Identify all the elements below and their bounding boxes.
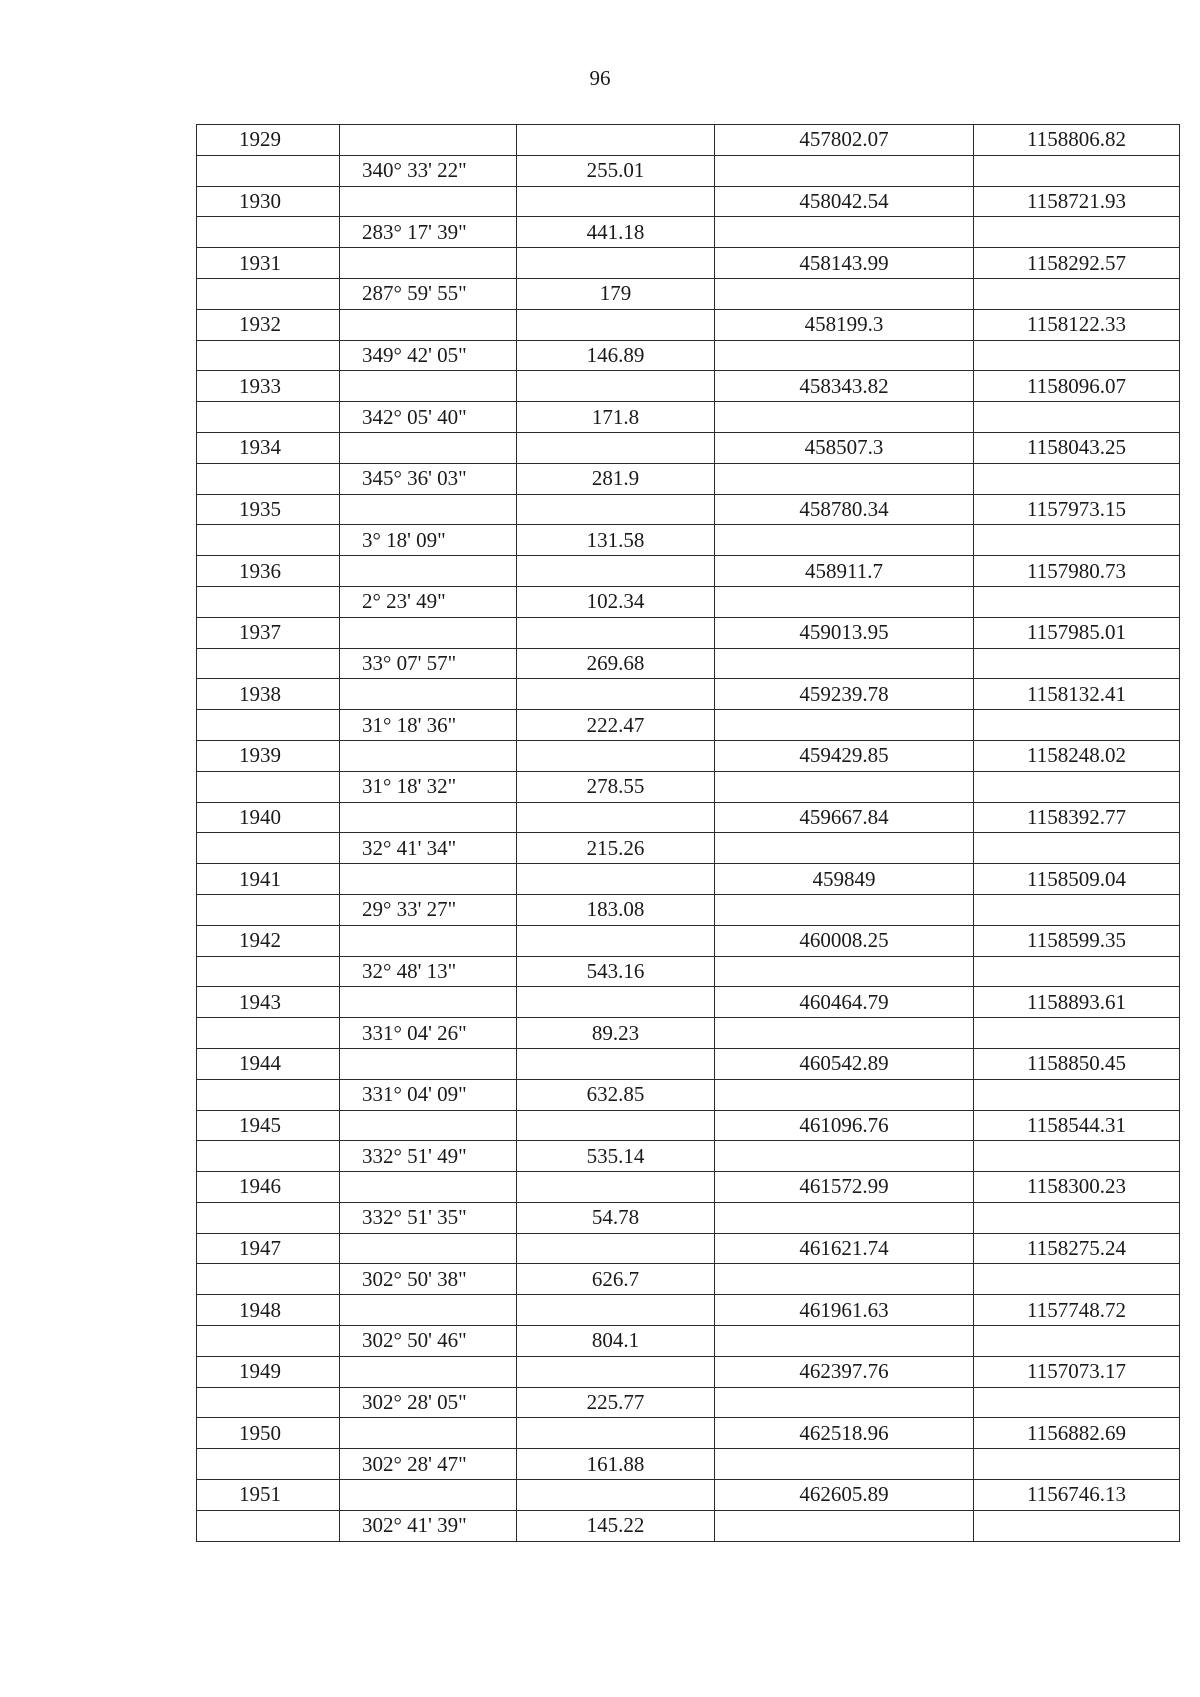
bearing-cell bbox=[340, 864, 517, 895]
easting-cell bbox=[974, 1510, 1180, 1541]
station-row bbox=[197, 186, 1180, 217]
station-cell bbox=[197, 1018, 340, 1049]
page-number: 96 bbox=[589, 66, 611, 90]
northing-cell: 460542.89 bbox=[715, 1048, 974, 1079]
easting-cell: 1158893.61 bbox=[974, 987, 1180, 1018]
bearing-cell: 331° 04' 26" bbox=[340, 1018, 517, 1049]
bearing-cell: 345° 36' 03" bbox=[340, 463, 517, 494]
distance-cell: 255.01 bbox=[517, 155, 715, 186]
easting-cell bbox=[974, 1202, 1180, 1233]
easting-cell bbox=[974, 402, 1180, 433]
easting-cell bbox=[974, 278, 1180, 309]
distance-cell bbox=[517, 740, 715, 771]
station-cell: 1937 bbox=[197, 617, 340, 648]
easting-cell: 1158392.77 bbox=[974, 802, 1180, 833]
distance-cell: 225.77 bbox=[517, 1387, 715, 1418]
station-cell: 1936 bbox=[197, 556, 340, 587]
station-cell: 1944 bbox=[197, 1048, 340, 1079]
bearing-cell: 302° 50' 46" bbox=[340, 1326, 517, 1357]
station-cell bbox=[197, 525, 340, 556]
bearing-cell: 2° 23' 49" bbox=[340, 586, 517, 617]
course-row bbox=[197, 1202, 1180, 1233]
easting-cell: 1158275.24 bbox=[974, 1233, 1180, 1264]
easting-cell: 1158248.02 bbox=[974, 740, 1180, 771]
distance-cell: 145.22 bbox=[517, 1510, 715, 1541]
station-cell bbox=[197, 1202, 340, 1233]
easting-cell bbox=[974, 340, 1180, 371]
bearing-cell: 340° 33' 22" bbox=[340, 155, 517, 186]
bearing-cell bbox=[340, 1418, 517, 1449]
easting-cell bbox=[974, 463, 1180, 494]
bearing-cell: 33° 07' 57" bbox=[340, 648, 517, 679]
northing-cell: 458199.3 bbox=[715, 309, 974, 340]
bearing-cell bbox=[340, 679, 517, 710]
station-cell bbox=[197, 155, 340, 186]
station-cell bbox=[197, 1387, 340, 1418]
northing-cell bbox=[715, 1018, 974, 1049]
northing-cell: 458911.7 bbox=[715, 556, 974, 587]
station-cell: 1950 bbox=[197, 1418, 340, 1449]
easting-cell: 1157973.15 bbox=[974, 494, 1180, 525]
bearing-cell: 302° 28' 47" bbox=[340, 1449, 517, 1480]
distance-cell: 131.58 bbox=[517, 525, 715, 556]
easting-cell bbox=[974, 1326, 1180, 1357]
bearing-cell: 332° 51' 35" bbox=[340, 1202, 517, 1233]
northing-cell bbox=[715, 1510, 974, 1541]
station-cell bbox=[197, 402, 340, 433]
easting-cell: 1158122.33 bbox=[974, 309, 1180, 340]
easting-cell: 1158721.93 bbox=[974, 186, 1180, 217]
distance-cell bbox=[517, 802, 715, 833]
station-cell: 1935 bbox=[197, 494, 340, 525]
station-cell bbox=[197, 894, 340, 925]
northing-cell bbox=[715, 1387, 974, 1418]
course-row bbox=[197, 1079, 1180, 1110]
easting-cell: 1157980.73 bbox=[974, 556, 1180, 587]
course-row bbox=[197, 1326, 1180, 1357]
easting-cell: 1158096.07 bbox=[974, 371, 1180, 402]
northing-cell bbox=[715, 1264, 974, 1295]
easting-cell bbox=[974, 217, 1180, 248]
station-cell bbox=[197, 956, 340, 987]
bearing-cell: 32° 48' 13" bbox=[340, 956, 517, 987]
bearing-cell bbox=[340, 432, 517, 463]
station-row bbox=[197, 740, 1180, 771]
northing-cell: 460464.79 bbox=[715, 987, 974, 1018]
station-cell: 1930 bbox=[197, 186, 340, 217]
distance-cell: 89.23 bbox=[517, 1018, 715, 1049]
course-row bbox=[197, 1387, 1180, 1418]
course-row bbox=[197, 1018, 1180, 1049]
course-row bbox=[197, 1510, 1180, 1541]
course-row bbox=[197, 525, 1180, 556]
station-cell: 1943 bbox=[197, 987, 340, 1018]
station-cell bbox=[197, 1079, 340, 1110]
bearing-cell: 31° 18' 36" bbox=[340, 710, 517, 741]
distance-cell: 441.18 bbox=[517, 217, 715, 248]
station-cell: 1947 bbox=[197, 1233, 340, 1264]
northing-cell bbox=[715, 1079, 974, 1110]
northing-cell: 462605.89 bbox=[715, 1480, 974, 1511]
easting-cell bbox=[974, 525, 1180, 556]
easting-cell bbox=[974, 833, 1180, 864]
course-row bbox=[197, 956, 1180, 987]
northing-cell bbox=[715, 1202, 974, 1233]
easting-cell bbox=[974, 586, 1180, 617]
easting-cell bbox=[974, 956, 1180, 987]
station-cell bbox=[197, 217, 340, 248]
course-row bbox=[197, 1264, 1180, 1295]
station-cell: 1933 bbox=[197, 371, 340, 402]
station-cell: 1931 bbox=[197, 248, 340, 279]
easting-cell: 1158544.31 bbox=[974, 1110, 1180, 1141]
course-row bbox=[197, 217, 1180, 248]
bearing-cell bbox=[340, 1295, 517, 1326]
station-row bbox=[197, 802, 1180, 833]
distance-cell: 161.88 bbox=[517, 1449, 715, 1480]
northing-cell bbox=[715, 1141, 974, 1172]
northing-cell bbox=[715, 586, 974, 617]
distance-cell: 543.16 bbox=[517, 956, 715, 987]
course-row bbox=[197, 833, 1180, 864]
distance-cell: 281.9 bbox=[517, 463, 715, 494]
station-row bbox=[197, 125, 1180, 156]
station-cell: 1946 bbox=[197, 1172, 340, 1203]
station-cell: 1932 bbox=[197, 309, 340, 340]
station-row bbox=[197, 371, 1180, 402]
easting-cell: 1157748.72 bbox=[974, 1295, 1180, 1326]
station-cell bbox=[197, 1449, 340, 1480]
station-cell bbox=[197, 1264, 340, 1295]
distance-cell: 535.14 bbox=[517, 1141, 715, 1172]
bearing-cell: 349° 42' 05" bbox=[340, 340, 517, 371]
station-row bbox=[197, 1233, 1180, 1264]
course-row bbox=[197, 463, 1180, 494]
easting-cell: 1158043.25 bbox=[974, 432, 1180, 463]
station-cell: 1939 bbox=[197, 740, 340, 771]
easting-cell bbox=[974, 1264, 1180, 1295]
bearing-cell bbox=[340, 802, 517, 833]
station-row bbox=[197, 679, 1180, 710]
bearing-cell: 287° 59' 55" bbox=[340, 278, 517, 309]
distance-cell bbox=[517, 617, 715, 648]
easting-cell bbox=[974, 1449, 1180, 1480]
distance-cell bbox=[517, 864, 715, 895]
northing-cell: 457802.07 bbox=[715, 125, 974, 156]
bearing-cell: 331° 04' 09" bbox=[340, 1079, 517, 1110]
station-row bbox=[197, 864, 1180, 895]
bearing-cell: 302° 50' 38" bbox=[340, 1264, 517, 1295]
northing-cell: 459239.78 bbox=[715, 679, 974, 710]
northing-cell: 462518.96 bbox=[715, 1418, 974, 1449]
distance-cell bbox=[517, 1418, 715, 1449]
distance-cell bbox=[517, 1110, 715, 1141]
distance-cell bbox=[517, 1233, 715, 1264]
northing-cell bbox=[715, 894, 974, 925]
bearing-cell bbox=[340, 186, 517, 217]
station-cell bbox=[197, 1326, 340, 1357]
station-row bbox=[197, 1172, 1180, 1203]
bearing-cell bbox=[340, 1356, 517, 1387]
bearing-cell bbox=[340, 1048, 517, 1079]
station-cell: 1945 bbox=[197, 1110, 340, 1141]
station-cell: 1938 bbox=[197, 679, 340, 710]
northing-cell bbox=[715, 402, 974, 433]
station-row bbox=[197, 1356, 1180, 1387]
northing-cell bbox=[715, 463, 974, 494]
easting-cell bbox=[974, 894, 1180, 925]
station-cell bbox=[197, 340, 340, 371]
course-row bbox=[197, 278, 1180, 309]
bearing-cell bbox=[340, 987, 517, 1018]
course-row bbox=[197, 1141, 1180, 1172]
easting-cell bbox=[974, 710, 1180, 741]
station-row bbox=[197, 1110, 1180, 1141]
bearing-cell bbox=[340, 309, 517, 340]
distance-cell: 804.1 bbox=[517, 1326, 715, 1357]
distance-cell bbox=[517, 309, 715, 340]
northing-cell: 461572.99 bbox=[715, 1172, 974, 1203]
distance-cell: 146.89 bbox=[517, 340, 715, 371]
station-row bbox=[197, 617, 1180, 648]
bearing-cell bbox=[340, 1233, 517, 1264]
station-row bbox=[197, 494, 1180, 525]
distance-cell bbox=[517, 125, 715, 156]
bearing-cell: 332° 51' 49" bbox=[340, 1141, 517, 1172]
station-cell: 1934 bbox=[197, 432, 340, 463]
distance-cell: 269.68 bbox=[517, 648, 715, 679]
northing-cell: 459667.84 bbox=[715, 802, 974, 833]
station-cell: 1929 bbox=[197, 125, 340, 156]
northing-cell bbox=[715, 1449, 974, 1480]
easting-cell: 1157985.01 bbox=[974, 617, 1180, 648]
station-cell bbox=[197, 278, 340, 309]
bearing-cell: 302° 28' 05" bbox=[340, 1387, 517, 1418]
northing-cell: 458343.82 bbox=[715, 371, 974, 402]
distance-cell: 215.26 bbox=[517, 833, 715, 864]
easting-cell bbox=[974, 155, 1180, 186]
station-row bbox=[197, 556, 1180, 587]
coordinate-table bbox=[196, 124, 1180, 1542]
course-row bbox=[197, 1449, 1180, 1480]
easting-cell: 1158599.35 bbox=[974, 925, 1180, 956]
bearing-cell bbox=[340, 248, 517, 279]
coordinate-table-body bbox=[197, 125, 1180, 1542]
bearing-cell bbox=[340, 1480, 517, 1511]
station-cell bbox=[197, 1510, 340, 1541]
northing-cell bbox=[715, 956, 974, 987]
station-cell bbox=[197, 463, 340, 494]
station-cell bbox=[197, 710, 340, 741]
station-cell: 1949 bbox=[197, 1356, 340, 1387]
distance-cell bbox=[517, 679, 715, 710]
bearing-cell bbox=[340, 1110, 517, 1141]
easting-cell: 1158509.04 bbox=[974, 864, 1180, 895]
easting-cell bbox=[974, 1141, 1180, 1172]
distance-cell: 54.78 bbox=[517, 1202, 715, 1233]
northing-cell: 458780.34 bbox=[715, 494, 974, 525]
bearing-cell bbox=[340, 740, 517, 771]
bearing-cell: 283° 17' 39" bbox=[340, 217, 517, 248]
station-row bbox=[197, 1048, 1180, 1079]
distance-cell: 102.34 bbox=[517, 586, 715, 617]
station-cell bbox=[197, 833, 340, 864]
northing-cell: 461096.76 bbox=[715, 1110, 974, 1141]
easting-cell bbox=[974, 648, 1180, 679]
northing-cell bbox=[715, 217, 974, 248]
distance-cell: 171.8 bbox=[517, 402, 715, 433]
bearing-cell bbox=[340, 494, 517, 525]
bearing-cell bbox=[340, 1172, 517, 1203]
easting-cell: 1156882.69 bbox=[974, 1418, 1180, 1449]
distance-cell: 183.08 bbox=[517, 894, 715, 925]
bearing-cell bbox=[340, 371, 517, 402]
easting-cell: 1158850.45 bbox=[974, 1048, 1180, 1079]
station-cell: 1951 bbox=[197, 1480, 340, 1511]
distance-cell: 179 bbox=[517, 278, 715, 309]
easting-cell: 1158292.57 bbox=[974, 248, 1180, 279]
northing-cell: 458143.99 bbox=[715, 248, 974, 279]
station-row bbox=[197, 925, 1180, 956]
station-row bbox=[197, 248, 1180, 279]
course-row bbox=[197, 894, 1180, 925]
northing-cell bbox=[715, 710, 974, 741]
course-row bbox=[197, 771, 1180, 802]
bearing-cell bbox=[340, 925, 517, 956]
course-row bbox=[197, 710, 1180, 741]
course-row bbox=[197, 402, 1180, 433]
distance-cell bbox=[517, 925, 715, 956]
easting-cell bbox=[974, 771, 1180, 802]
distance-cell bbox=[517, 1172, 715, 1203]
northing-cell: 458507.3 bbox=[715, 432, 974, 463]
northing-cell: 458042.54 bbox=[715, 186, 974, 217]
distance-cell bbox=[517, 432, 715, 463]
bearing-cell: 29° 33' 27" bbox=[340, 894, 517, 925]
northing-cell bbox=[715, 1326, 974, 1357]
northing-cell: 460008.25 bbox=[715, 925, 974, 956]
northing-cell bbox=[715, 155, 974, 186]
northing-cell: 461621.74 bbox=[715, 1233, 974, 1264]
easting-cell: 1158132.41 bbox=[974, 679, 1180, 710]
northing-cell bbox=[715, 648, 974, 679]
distance-cell bbox=[517, 987, 715, 1018]
bearing-cell: 302° 41' 39" bbox=[340, 1510, 517, 1541]
station-row bbox=[197, 1480, 1180, 1511]
bearing-cell: 342° 05' 40" bbox=[340, 402, 517, 433]
northing-cell: 459849 bbox=[715, 864, 974, 895]
northing-cell bbox=[715, 525, 974, 556]
northing-cell: 461961.63 bbox=[715, 1295, 974, 1326]
bearing-cell bbox=[340, 617, 517, 648]
station-row bbox=[197, 987, 1180, 1018]
station-cell bbox=[197, 648, 340, 679]
distance-cell bbox=[517, 1356, 715, 1387]
northing-cell: 459013.95 bbox=[715, 617, 974, 648]
distance-cell bbox=[517, 494, 715, 525]
easting-cell: 1156746.13 bbox=[974, 1480, 1180, 1511]
station-cell bbox=[197, 1141, 340, 1172]
bearing-cell: 31° 18' 32" bbox=[340, 771, 517, 802]
distance-cell: 632.85 bbox=[517, 1079, 715, 1110]
course-row bbox=[197, 648, 1180, 679]
distance-cell bbox=[517, 1048, 715, 1079]
easting-cell: 1157073.17 bbox=[974, 1356, 1180, 1387]
station-cell bbox=[197, 771, 340, 802]
station-row bbox=[197, 1295, 1180, 1326]
station-row bbox=[197, 1418, 1180, 1449]
distance-cell bbox=[517, 371, 715, 402]
station-cell: 1948 bbox=[197, 1295, 340, 1326]
station-cell: 1940 bbox=[197, 802, 340, 833]
northing-cell bbox=[715, 340, 974, 371]
bearing-cell: 32° 41' 34" bbox=[340, 833, 517, 864]
northing-cell bbox=[715, 278, 974, 309]
station-cell bbox=[197, 586, 340, 617]
course-row bbox=[197, 340, 1180, 371]
station-cell: 1941 bbox=[197, 864, 340, 895]
distance-cell bbox=[517, 186, 715, 217]
easting-cell bbox=[974, 1079, 1180, 1110]
distance-cell bbox=[517, 248, 715, 279]
bearing-cell: 3° 18' 09" bbox=[340, 525, 517, 556]
bearing-cell bbox=[340, 556, 517, 587]
bearing-cell bbox=[340, 125, 517, 156]
distance-cell: 222.47 bbox=[517, 710, 715, 741]
northing-cell: 459429.85 bbox=[715, 740, 974, 771]
distance-cell bbox=[517, 1480, 715, 1511]
northing-cell bbox=[715, 833, 974, 864]
northing-cell bbox=[715, 771, 974, 802]
course-row bbox=[197, 586, 1180, 617]
northing-cell: 462397.76 bbox=[715, 1356, 974, 1387]
easting-cell bbox=[974, 1018, 1180, 1049]
easting-cell: 1158806.82 bbox=[974, 125, 1180, 156]
distance-cell bbox=[517, 556, 715, 587]
distance-cell bbox=[517, 1295, 715, 1326]
course-row bbox=[197, 155, 1180, 186]
station-cell: 1942 bbox=[197, 925, 340, 956]
distance-cell: 626.7 bbox=[517, 1264, 715, 1295]
easting-cell: 1158300.23 bbox=[974, 1172, 1180, 1203]
easting-cell bbox=[974, 1387, 1180, 1418]
station-row bbox=[197, 309, 1180, 340]
distance-cell: 278.55 bbox=[517, 771, 715, 802]
station-row bbox=[197, 432, 1180, 463]
